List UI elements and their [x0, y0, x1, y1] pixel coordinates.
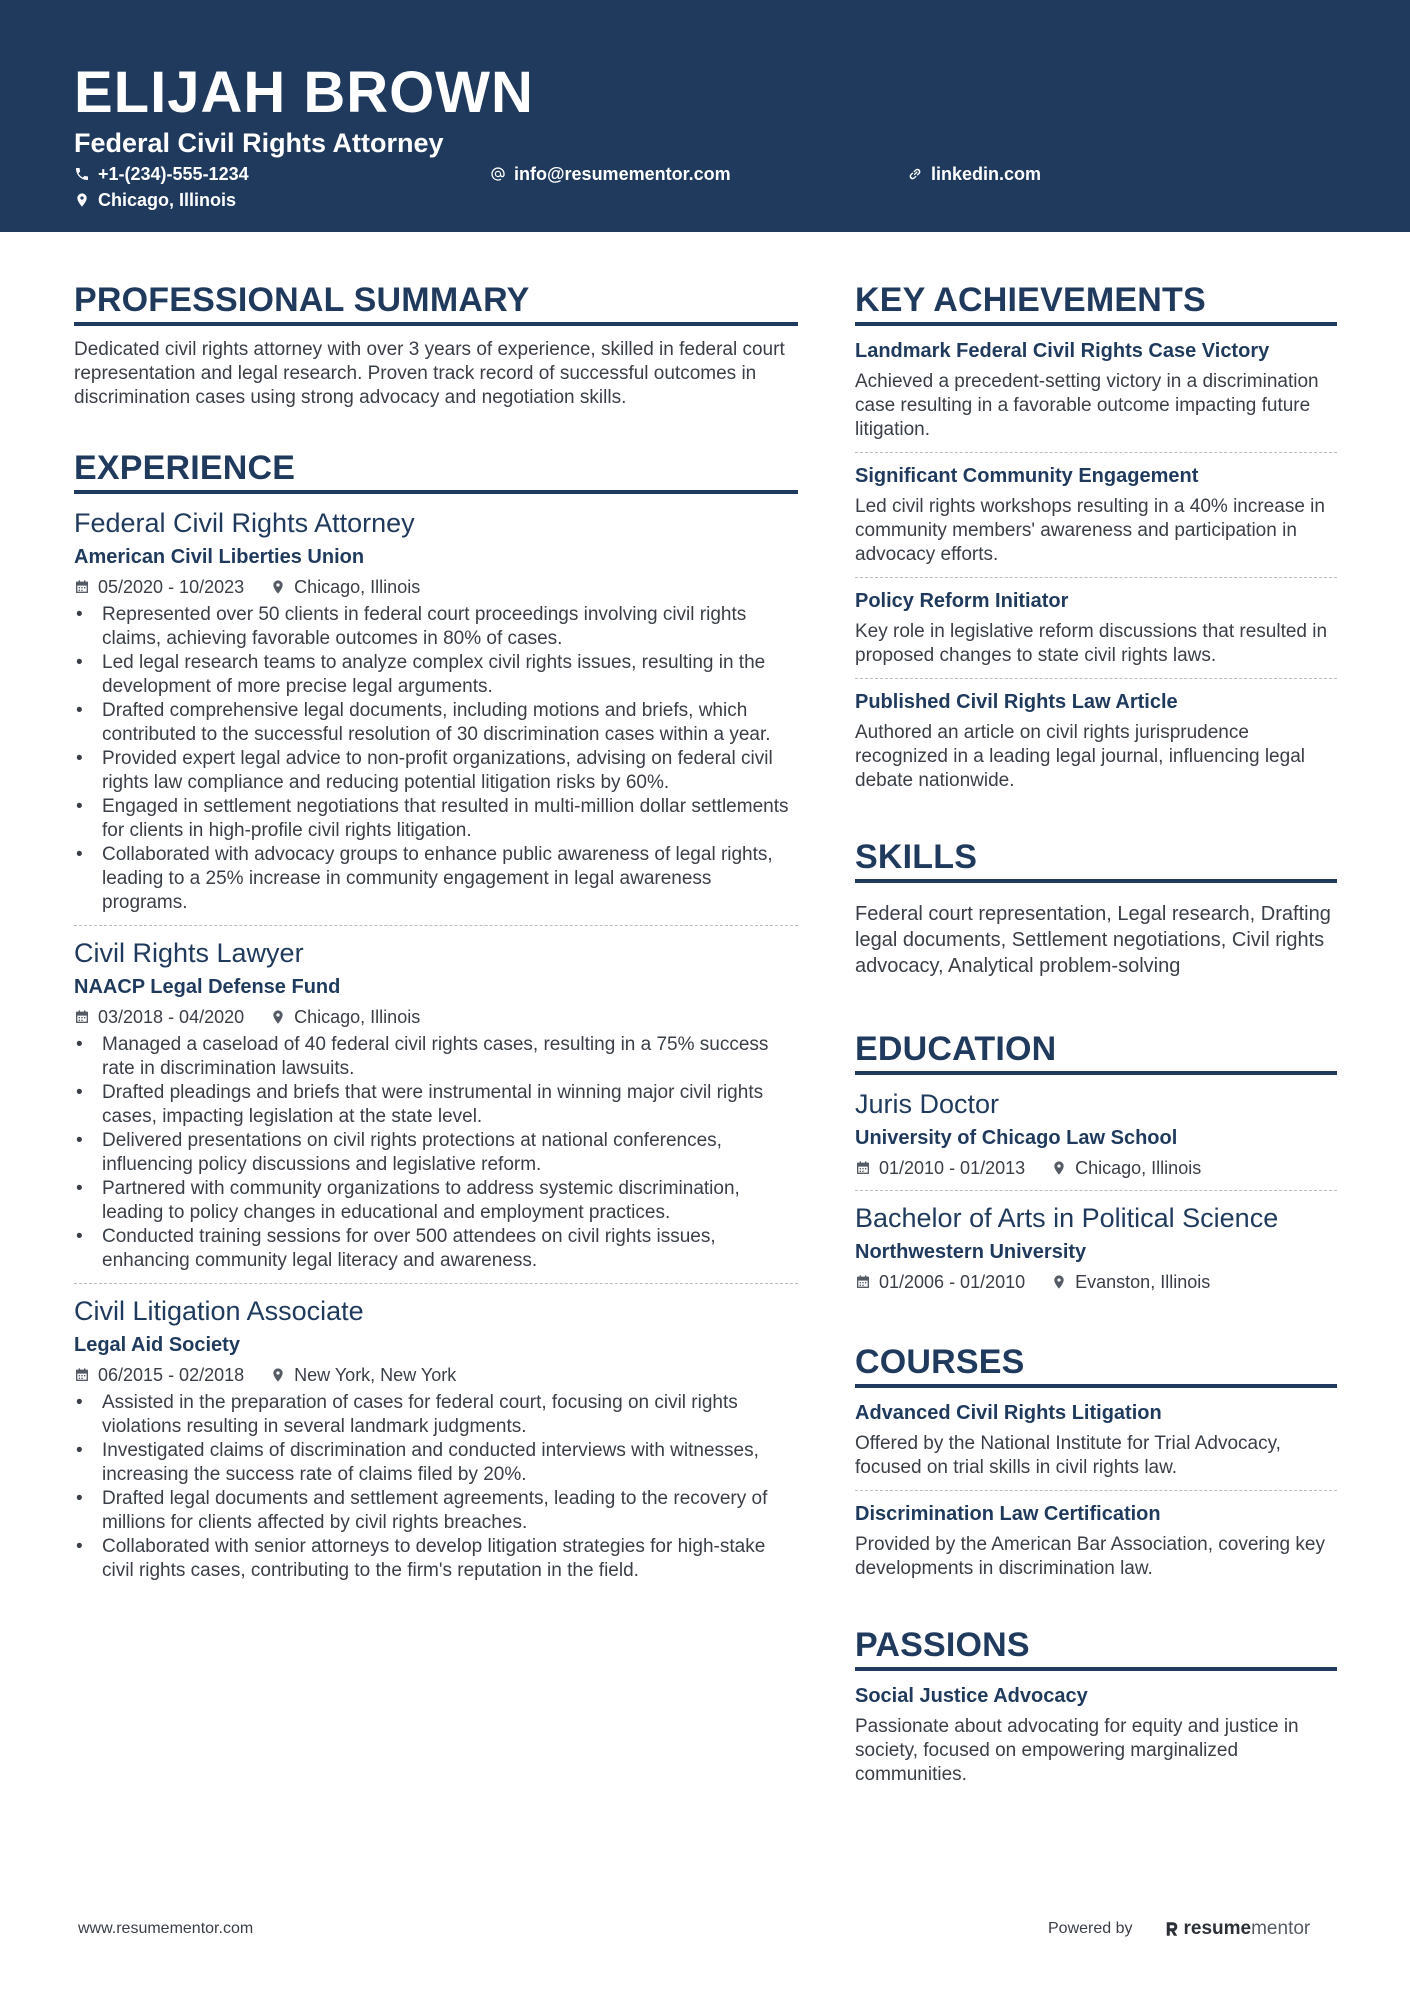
job-bullets [74, 603, 798, 915]
job-dates: 03/2018 - 04/2020 [98, 1007, 245, 1027]
passion-item [855, 1683, 1337, 1797]
section-title-education: EDUCATION [855, 1029, 1337, 1075]
location-pin-icon [1051, 1160, 1067, 1176]
job-bullet: • Conducted training sessions for over 500 attendees on civil rights issues, enhancing community legal literacy and awareness. [74, 1225, 798, 1273]
brand-name-bold: resume [1183, 1918, 1252, 1939]
job-organization: American Civil Liberties Union [74, 546, 365, 568]
calendar-icon [74, 1367, 90, 1383]
achievement-item [855, 338, 1337, 452]
job-location [270, 1363, 456, 1387]
resumementor-logo-icon [1163, 1920, 1181, 1938]
course-item [855, 1490, 1337, 1591]
achievements-section [855, 280, 1337, 803]
candidate-name: ELIJAH BROWN [74, 60, 534, 125]
job-bullet: • Drafted legal documents and settlement agreements, leading to the recovery of millions for clients affected by civil rights breaches. [74, 1487, 798, 1535]
contact-email[interactable] [490, 162, 731, 186]
location-text: Chicago, Illinois [98, 190, 237, 210]
course-text: Provided by the American Bar Association, covering key developments in discrimination law. [855, 1534, 1325, 1579]
calendar-icon [74, 1009, 90, 1025]
education-location [1051, 1270, 1210, 1294]
achievement-text: Key role in legislative reform discussions that resulted in proposed changes to state civil rights laws. [855, 621, 1328, 666]
job-meta [74, 1005, 798, 1029]
skills-section [855, 837, 1337, 979]
job-meta [74, 575, 798, 599]
job-organization: NAACP Legal Defense Fund [74, 976, 341, 998]
job-location-text: Chicago, Illinois [294, 1007, 421, 1027]
course-title: Discrimination Law Certification [855, 1503, 1161, 1525]
job-bullets [74, 1391, 798, 1583]
section-title-summary: PROFESSIONAL SUMMARY [74, 280, 798, 326]
achievement-item [855, 452, 1337, 577]
achievement-title: Landmark Federal Civil Rights Case Victory [855, 340, 1270, 362]
courses-section [855, 1342, 1337, 1591]
experience-section [74, 448, 798, 1593]
section-title-experience: EXPERIENCE [74, 448, 798, 494]
job-dates: 06/2015 - 02/2018 [98, 1365, 245, 1385]
brand-logo[interactable] [1163, 1918, 1311, 1940]
job-title: Federal Civil Rights Attorney [74, 508, 415, 538]
job-bullet: • Delivered presentations on civil rights protections at national conferences, influencing policy discussions and legislative reform. [74, 1129, 798, 1177]
education-degree: Bachelor of Arts in Political Science [855, 1203, 1279, 1233]
education-degree: Juris Doctor [855, 1089, 1000, 1119]
phone-icon [74, 166, 90, 182]
course-item [855, 1400, 1337, 1490]
section-title-passions: PASSIONS [855, 1625, 1337, 1671]
job-dates: 05/2020 - 10/2023 [98, 577, 245, 597]
achievement-title: Significant Community Engagement [855, 465, 1199, 487]
education-dates: 01/2010 - 01/2013 [879, 1158, 1026, 1178]
passion-title: Social Justice Advocacy [855, 1685, 1088, 1707]
job-bullet: • Collaborated with senior attorneys to develop litigation strategies for high-stake civil rights cases, contributing to the firm's reputation in the field. [74, 1535, 798, 1583]
education-school: University of Chicago Law School [855, 1127, 1178, 1149]
job-bullet: • Managed a caseload of 40 federal civil rights cases, resulting in a 75% success rate in discrimination lawsuits. [74, 1033, 798, 1081]
job-bullet: • Drafted comprehensive legal documents, including motions and briefs, which contributed to the successful resolution of 30 discrimination cases within a year. [74, 699, 798, 747]
candidate-title: Federal Civil Rights Attorney [74, 128, 444, 158]
left-column [74, 280, 798, 1593]
section-title-courses: COURSES [855, 1342, 1337, 1388]
education-meta [855, 1270, 1337, 1294]
education-school: Northwestern University [855, 1241, 1087, 1263]
education-location [1051, 1156, 1201, 1180]
job-title: Civil Litigation Associate [74, 1296, 364, 1326]
education-dates: 01/2006 - 01/2010 [879, 1272, 1026, 1292]
job-bullet: • Engaged in settlement negotiations that resulted in multi-million dollar settlements for clients in high-profile civil rights litigation. [74, 795, 798, 843]
job-title: Civil Rights Lawyer [74, 938, 304, 968]
summary-section [74, 280, 798, 410]
job-bullet: • Assisted in the preparation of cases for federal court, focusing on civil rights violations resulting in several landmark judgments. [74, 1391, 798, 1439]
course-text: Offered by the National Institute for Trial Advocacy, focused on trial skills in civil rights law. [855, 1433, 1281, 1478]
achievement-item [855, 678, 1337, 803]
calendar-icon [855, 1274, 871, 1290]
link-icon [907, 166, 923, 182]
calendar-icon [74, 579, 90, 595]
job-bullets [74, 1033, 798, 1273]
job-location [270, 1005, 420, 1029]
footer-powered-by [1048, 1918, 1310, 1940]
job-bullet: • Provided expert legal advice to non-profit organizations, advising on federal civil rights law compliance and reducing potential litigation risks by 60%. [74, 747, 798, 795]
location-pin-icon [270, 579, 286, 595]
achievement-item [855, 577, 1337, 678]
job-meta [74, 1363, 798, 1387]
job-bullet: • Partnered with community organizations to address systemic discrimination, leading to policy changes in educational and employment practices. [74, 1177, 798, 1225]
skills-text: Federal court representation, Legal research, Drafting legal documents, Settlement negotiations, Civil rights advocacy, Analytical problem-solving [855, 903, 1331, 977]
achievement-title: Published Civil Rights Law Article [855, 691, 1178, 713]
job-bullet: • Represented over 50 clients in federal court proceedings involving civil rights claims, achieving favorable outcomes in 80% of cases. [74, 603, 798, 651]
location-pin-icon [270, 1367, 286, 1383]
job-organization: Legal Aid Society [74, 1334, 240, 1356]
section-title-achievements: KEY ACHIEVEMENTS [855, 280, 1337, 326]
linkedin-text: linkedin.com [931, 164, 1042, 184]
job-location-text: New York, New York [294, 1365, 457, 1385]
education-item [855, 1087, 1337, 1190]
job-bullet: • Drafted pleadings and briefs that were instrumental in winning major civil rights cases, impacting legislation at the state level. [74, 1081, 798, 1129]
phone-text: +1-(234)-555-1234 [98, 164, 249, 184]
job-bullet: • Collaborated with advocacy groups to enhance public awareness of legal rights, leading to a 25% increase in community engagement in legal awareness programs. [74, 843, 798, 915]
resume-header [0, 0, 1410, 232]
education-section [855, 1029, 1337, 1304]
job-location-text: Chicago, Illinois [294, 577, 421, 597]
brand-name-light: mentor [1251, 1918, 1311, 1939]
summary-text: Dedicated civil rights attorney with over 3 years of experience, skilled in federal court representation and legal research. Proven track record of successful outcomes in discrimination cases using strong advocacy and negotiation skills. [74, 339, 785, 408]
section-title-skills: SKILLS [855, 837, 1337, 883]
achievement-text: Achieved a precedent-setting victory in a discrimination case resulting in a favorable outcome impacting future litigation. [855, 371, 1319, 440]
job-entry [74, 506, 798, 925]
location-pin-icon [270, 1009, 286, 1025]
passions-section [855, 1625, 1337, 1797]
contact-phone [74, 162, 249, 186]
calendar-icon [855, 1160, 871, 1176]
job-bullet: • Investigated claims of discrimination and conducted interviews with witnesses, increasing the success rate of claims filed by 20%. [74, 1439, 798, 1487]
footer-website[interactable]: www.resumementor.com [78, 1920, 254, 1937]
at-sign-icon [490, 166, 506, 182]
email-text: info@resumementor.com [514, 164, 731, 184]
job-entry [74, 1283, 798, 1593]
achievement-title: Policy Reform Initiator [855, 590, 1069, 612]
powered-by-text: Powered by [1048, 1920, 1133, 1937]
contact-linkedin[interactable] [907, 162, 1041, 186]
location-pin-icon [74, 192, 90, 208]
education-item [855, 1190, 1337, 1304]
course-title: Advanced Civil Rights Litigation [855, 1402, 1162, 1424]
achievement-text: Authored an article on civil rights jurisprudence recognized in a leading legal journal, influencing legal debate nationwide. [855, 722, 1305, 791]
job-entry [74, 925, 798, 1283]
job-location [270, 575, 420, 599]
job-bullet: • Led legal research teams to analyze complex civil rights issues, resulting in the development of more precise legal arguments. [74, 651, 798, 699]
education-meta [855, 1156, 1337, 1180]
right-column [855, 280, 1337, 1797]
education-location-text: Evanston, Illinois [1075, 1272, 1211, 1292]
passion-text: Passionate about advocating for equity and justice in society, focused on empowering marginalized communities. [855, 1716, 1299, 1785]
contact-location [74, 188, 236, 212]
location-pin-icon [1051, 1274, 1067, 1290]
education-location-text: Chicago, Illinois [1075, 1158, 1202, 1178]
achievement-text: Led civil rights workshops resulting in a 40% increase in community members' awareness and participation in advocacy efforts. [855, 496, 1325, 565]
